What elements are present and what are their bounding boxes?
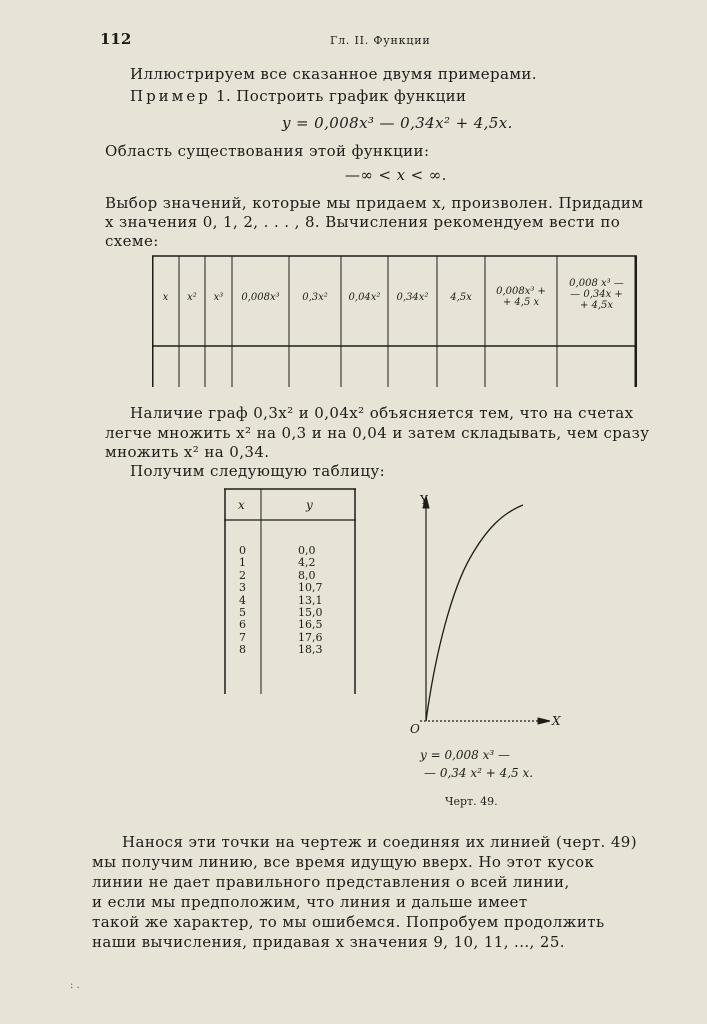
choice-line-1: Выбор значений, которые мы придаем x, произволен. Придадим (105, 194, 644, 212)
value-table-x-cell: 2 (239, 568, 246, 582)
scheme-grid-lines (152, 254, 637, 387)
scheme-header-x2 (179, 292, 205, 303)
value-table-x-cell: 1 (239, 556, 246, 570)
value-table-y-cell: 4,2 (298, 556, 316, 570)
scheme-header-text: — 0,34x + (570, 289, 623, 300)
scheme-header-text: 0,34x² (396, 292, 429, 303)
scheme-header-x3 (205, 292, 232, 303)
scheme-header-sum1 (485, 286, 557, 308)
scheme-header-0008x3 (232, 292, 289, 303)
value-table-y-cell: 15,0 (298, 606, 323, 619)
scheme-header-text: 0,008x³ (241, 292, 280, 303)
final-line-2: мы получим линию, все время идущую вверх. Но этот кусок (92, 853, 595, 871)
example-text: 1. Построить график функции (210, 87, 467, 105)
origin-label: O (410, 722, 420, 736)
graph-caption-line-1: y = 0,008 x³ — (420, 748, 511, 762)
scheme-header-text: 0,3x² (302, 292, 328, 303)
final-line-6: наши вычисления, придавая x значения 9, 10, 11, ..., 25. (92, 933, 565, 951)
final-line-3: линии не дает правильного представления о всей линии, (92, 873, 570, 891)
scheme-header-text: 0,008x³ + (496, 286, 546, 297)
value-table-y-cell: 8,0 (298, 568, 316, 582)
example-label: Пример (130, 87, 211, 105)
value-table-y-cell: 16,5 (298, 618, 323, 632)
domain-formula: —∞ < x < ∞. (345, 166, 447, 184)
scheme-header-text: x³ (213, 292, 224, 303)
graph-caption-line-2: — 0,34 x² + 4,5 x. (424, 766, 534, 780)
value-table-header-y: y (306, 498, 313, 512)
function-curve (426, 505, 523, 721)
value-table (224, 488, 356, 694)
function-graph (398, 488, 561, 748)
value-table-x-cell: 4 (239, 593, 246, 607)
value-table-header-x: x (238, 498, 245, 512)
explain-line-3: множить x² на 0,34. (105, 443, 270, 461)
main-formula: y = 0,008x³ — 0,34x² + 4,5x. (282, 114, 513, 132)
computation-scheme-table (152, 254, 637, 387)
graph-svg (398, 488, 558, 748)
table-intro: Получим следующую таблицу: (130, 462, 386, 480)
scheme-header-text: 0,008 x³ — (569, 278, 624, 289)
scheme-header-text: x (162, 292, 169, 303)
scheme-header-text: + 4,5 x (502, 297, 540, 308)
scheme-header-03x2 (289, 292, 341, 303)
choice-line-2: x значения 0, 1, 2, . . . , 8. Вычисления рекомендуем вести по (105, 213, 621, 231)
scheme-header-45x (437, 292, 485, 303)
explain-line-1: Наличие граф 0,3x² и 0,04x² объясняется тем, что на счетах (130, 404, 634, 422)
value-table-y-cell: 18,3 (298, 643, 323, 657)
scheme-header-x (152, 292, 179, 303)
value-table-x-cell: 3 (239, 581, 246, 595)
scheme-header-text: + 4,5x (579, 300, 614, 311)
value-table-y-cell: 10,7 (298, 581, 323, 595)
final-line-5: такой же характер, то мы ошибемся. Попробуем продолжить (92, 913, 605, 931)
scheme-header-text: 0,04x² (348, 292, 381, 303)
value-table-y-cell: 0,0 (298, 544, 316, 557)
x-axis-label: X (552, 714, 561, 728)
y-axis-label: Y (420, 493, 428, 507)
final-line-4: и если мы предположим, что линия и дальше имеет (92, 893, 528, 911)
choice-line-3: схеме: (105, 232, 159, 250)
value-table-x-cell: 6 (239, 618, 246, 632)
running-head: Гл. II. Функции (330, 34, 431, 47)
value-table-x-cell: 5 (239, 606, 246, 619)
scheme-header-034x2 (388, 292, 437, 303)
domain-line: Область существования этой функции: (105, 142, 430, 160)
page-number: 112 (100, 30, 132, 48)
final-line-1: Нанося эти точки на чертеж и соединяя их линией (черт. 49) (122, 833, 637, 851)
figure-label: Черт. 49. (445, 795, 498, 808)
example-line (130, 87, 466, 105)
footer-marks: : . (70, 980, 80, 991)
value-table-x-cell: 0 (239, 544, 246, 557)
scheme-header-004x2 (341, 292, 388, 303)
value-table-y-cell: 17,6 (298, 630, 323, 644)
scheme-header-sum2 (557, 278, 636, 311)
scheme-header-text: x² (187, 292, 197, 303)
value-table-x-cell: 8 (239, 643, 246, 657)
value-table-x-cell: 7 (239, 630, 246, 644)
x-axis-arrow (538, 718, 550, 724)
explain-line-2: легче множить x² на 0,3 и на 0,04 и затем складывать, чем сразу (105, 424, 650, 442)
scheme-header-text: 4,5x (450, 292, 472, 303)
intro-line: Иллюстрируем все сказанное двумя примерами. (130, 65, 537, 83)
value-table-y-cell: 13,1 (298, 593, 323, 607)
